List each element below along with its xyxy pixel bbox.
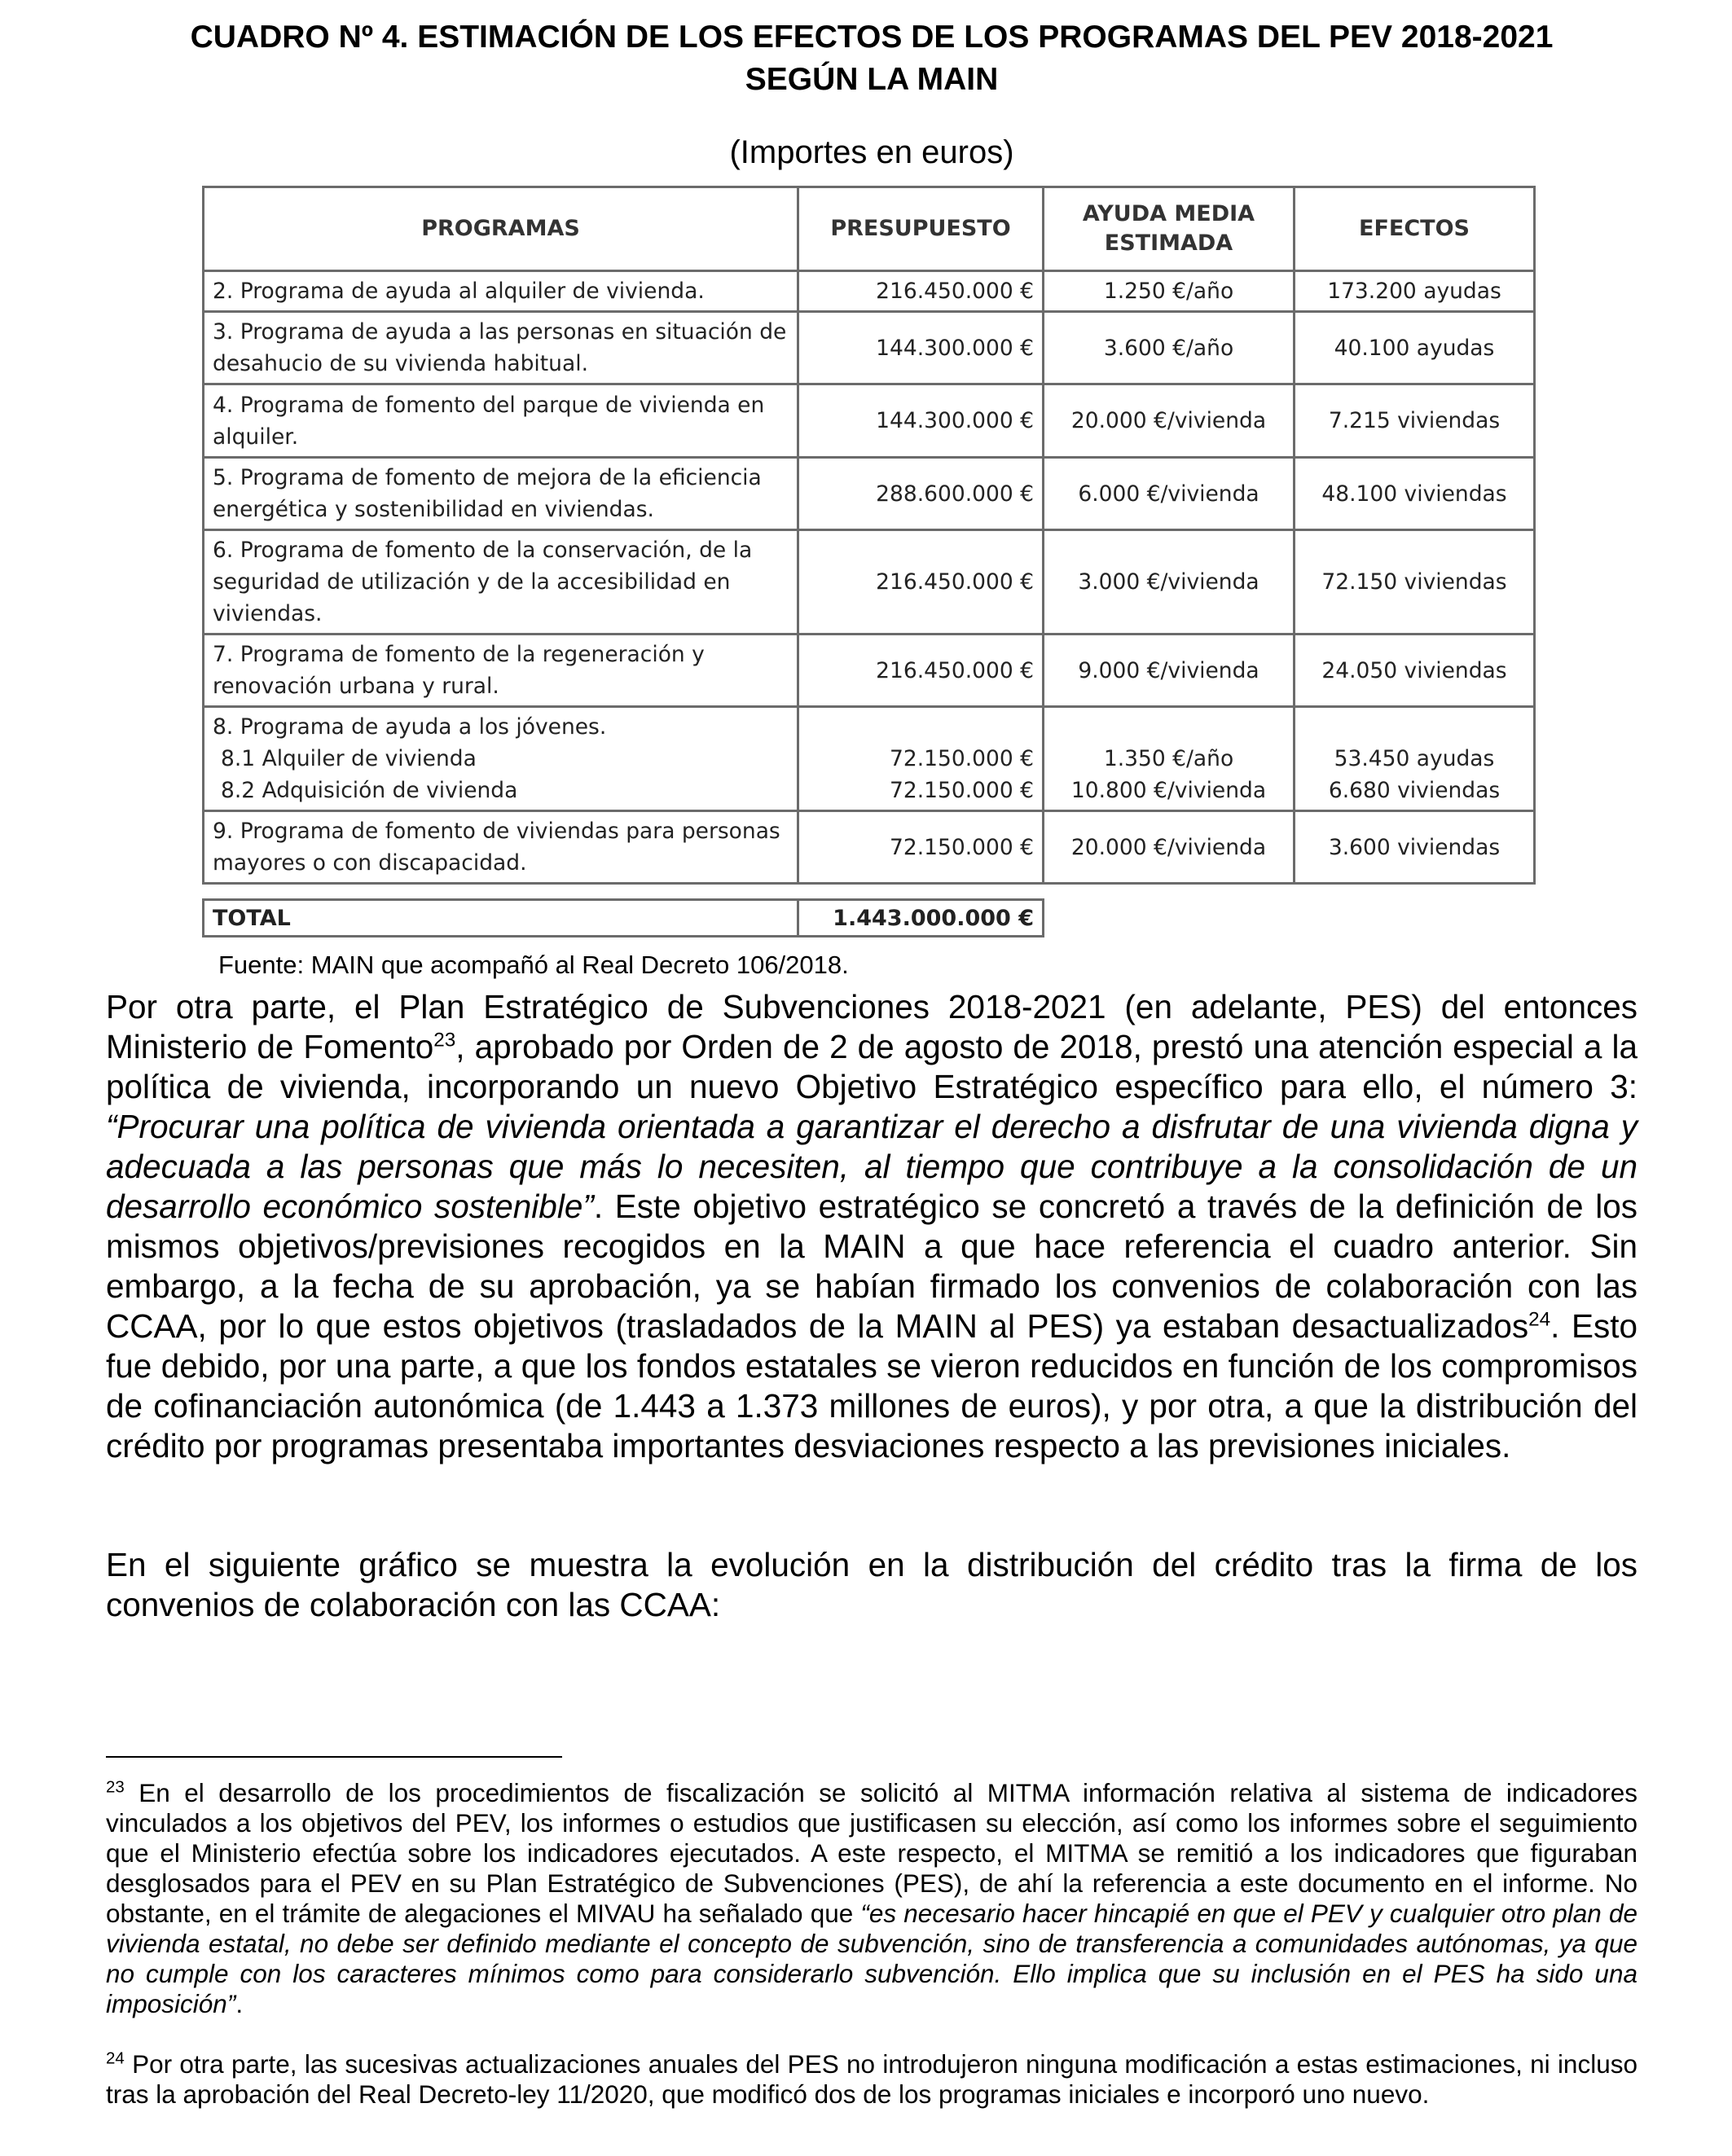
footnote-24-number: 24 [106, 2048, 125, 2068]
table-header-row [204, 187, 1535, 271]
cell-ayuda: 9.000 €/vivienda [1044, 635, 1295, 707]
footnote-24 [106, 2049, 1637, 2110]
cell-efectos-8 [1295, 707, 1535, 811]
cell-ayuda: 1.250 €/año [1044, 271, 1295, 312]
footnote-23 [106, 1778, 1637, 2019]
table-source: Fuente: MAIN que acompañó al Real Decreto 106/2018. [218, 951, 849, 979]
table-row [204, 458, 1535, 530]
table-row [204, 811, 1535, 884]
objective-quote: “Procurar una política de vivienda orientada a garantizar el derecho a disfrutar de una vivienda digna y adecuada a las personas que más lo necesiten, al tiempo que contribuye a la consolidación de un desarrollo económico sostenible” [106, 1108, 1637, 1225]
cell-ayuda: 6.000 €/vivienda [1044, 458, 1295, 530]
cell-programa: 9. Programa de fomento de viviendas para personas mayores o con discapacidad. [204, 811, 798, 884]
table-row-8 [204, 707, 1535, 811]
footnote-23-end: . [235, 1989, 244, 2018]
efectos-8-2: 6.680 viviendas [1328, 778, 1501, 803]
cell-presupuesto: 144.300.000 € [798, 312, 1044, 384]
cell-programa: 3. Programa de ayuda a las personas en situación de desahucio de su vivienda habitual. [204, 312, 798, 384]
cell-presupuesto: 72.150.000 € [798, 811, 1044, 884]
cell-efectos: 7.215 viviendas [1295, 384, 1535, 458]
paragraph-pes-part-c: . Este objetivo estratégico se concretó a través de la definición de los mismos objetivos/previsiones recogidos en la MAIN a que hace referencia el cuadro anterior. Sin embargo, a la fecha de su aprobación, ya se habían firmado los convenios de colaboración con las CCAA, por lo que estos objetivos (trasladados de la MAIN al PES) ya estaban desactualizados [106, 1188, 1637, 1345]
header-efectos: EFECTOS [1295, 187, 1535, 271]
cell-programa: 2. Programa de ayuda al alquiler de vivienda. [204, 271, 798, 312]
footnote-23-quote: “es necesario hacer hincapié en que el PEV y cualquier otro plan de vivienda estatal, no debe ser definido mediante el concepto de subvención, sino de transferencia a comunidades autónomas, ya que no cumple con los caracteres mínimos como para considerarlo subvención. Ello implica que su inclusión en el PES ha sido una imposición” [106, 1899, 1637, 2018]
footnote-ref-24: 24 [1528, 1308, 1551, 1331]
table-row [204, 271, 1535, 312]
presupuesto-8-2: 72.150.000 € [889, 778, 1034, 803]
cell-efectos: 40.100 ayudas [1295, 312, 1535, 384]
programa-8-1-label: 8.1 Alquiler de vivienda [221, 746, 477, 771]
footnote-ref-23: 23 [433, 1029, 456, 1052]
cell-efectos: 48.100 viviendas [1295, 458, 1535, 530]
table-row [204, 312, 1535, 384]
table-row [204, 635, 1535, 707]
paragraph-chart-intro: En el siguiente gráfico se muestra la evolución en la distribución del crédito tras la firma de los convenios de colaboración con las CCAA: [106, 1546, 1637, 1623]
programs-table [202, 186, 1536, 885]
total-table [202, 898, 1044, 937]
header-programas: PROGRAMAS [204, 187, 798, 271]
cell-ayuda-8 [1044, 707, 1295, 811]
programa-8-label: 8. Programa de ayuda a los jóvenes. [213, 714, 607, 740]
paragraph-pes-part-d: . Esto fue debido, por una parte, a que los fondos estatales se vieron reducidos en función de los compromisos de cofinanciación autonómica (de 1.443 a 1.373 millones de euros), y por otra, a que la distribución del crédito por programas presentaba importantes desviaciones respecto a las previsiones iniciales. [106, 1307, 1638, 1464]
footnote-23-number: 23 [106, 1777, 125, 1797]
table-title [98, 16, 1646, 101]
header-ayuda: AYUDA MEDIA ESTIMADA [1044, 187, 1295, 271]
ayuda-8-1: 1.350 €/año [1103, 746, 1234, 771]
footnote-separator [106, 1756, 562, 1758]
cell-programa-8 [204, 707, 798, 811]
cell-efectos: 72.150 viviendas [1295, 530, 1535, 635]
cell-presupuesto: 144.300.000 € [798, 384, 1044, 458]
table-title-line1: CUADRO Nº 4. ESTIMACIÓN DE LOS EFECTOS DE LOS PROGRAMAS DEL PEV 2018-2021 [190, 20, 1554, 55]
paragraph-pes-part-a: Por otra parte, el Plan Estratégico de Subvenciones 2018-2021 (en adelante, PES) del entonces Ministerio de Fomento [106, 988, 1637, 1065]
footnote-24-text: Por otra parte, las sucesivas actualizaciones anuales del PES no introdujeron ninguna modificación a estas estimaciones, ni incluso tras la aprobación del Real Decreto-ley 11/2020, que modificó dos de los programas iniciales e incorporó uno nuevo. [106, 2049, 1637, 2109]
table-row [204, 384, 1535, 458]
cell-presupuesto: 288.600.000 € [798, 458, 1044, 530]
ayuda-8-2: 10.800 €/vivienda [1070, 778, 1267, 803]
programa-8-2-label: 8.2 Adquisición de vivienda [221, 778, 518, 803]
cell-efectos: 24.050 viviendas [1295, 635, 1535, 707]
table-row [204, 530, 1535, 635]
cell-efectos: 173.200 ayudas [1295, 271, 1535, 312]
total-row [204, 900, 1044, 937]
header-presupuesto: PRESUPUESTO [798, 187, 1044, 271]
cell-ayuda: 3.000 €/vivienda [1044, 530, 1295, 635]
cell-programa: 4. Programa de fomento del parque de vivienda en alquiler. [204, 384, 798, 458]
table-title-line2: SEGÚN LA MAIN [745, 62, 999, 97]
efectos-8-1: 53.450 ayudas [1334, 746, 1495, 771]
cell-presupuesto: 216.450.000 € [798, 271, 1044, 312]
presupuesto-8-1: 72.150.000 € [889, 746, 1034, 771]
cell-presupuesto: 216.450.000 € [798, 530, 1044, 635]
footnote-23-text: En el desarrollo de los procedimientos de fiscalización se solicitó al MITMA información relativa al sistema de indicadores vinculados a los objetivos del PEV, los informes o estudios que justificasen su elección, así como los informes sobre el seguimiento que el Ministerio efectúa sobre los indicadores ejecutados. A este respecto, el MITMA se remitió a los indicadores que figuraban desglosados para el PEV en su Plan Estratégico de Subvenciones (PES), de ahí la referencia a este documento en el informe. No obstante, en el trámite de alegaciones el MIVAU ha señalado que [106, 1778, 1637, 1928]
total-value: 1.443.000.000 € [798, 900, 1044, 937]
units-caption: (Importes en euros) [729, 134, 1014, 170]
cell-programa: 6. Programa de fomento de la conservación, de la seguridad de utilización y de la accesibilidad en viviendas. [204, 530, 798, 635]
paragraph-pes [106, 987, 1637, 1466]
cell-presupuesto-8 [798, 707, 1044, 811]
cell-ayuda: 3.600 €/año [1044, 312, 1295, 384]
cell-efectos: 3.600 viviendas [1295, 811, 1535, 884]
cell-presupuesto: 216.450.000 € [798, 635, 1044, 707]
cell-ayuda: 20.000 €/vivienda [1044, 384, 1295, 458]
cell-ayuda: 20.000 €/vivienda [1044, 811, 1295, 884]
cell-programa: 5. Programa de fomento de mejora de la eficiencia energética y sostenibilidad en viviendas. [204, 458, 798, 530]
paragraph-pes-part-b: , aprobado por Orden de 2 de agosto de 2018, prestó una atención especial a la política de vivienda, incorporando un nuevo Objetivo Estratégico específico para ello, el número 3: [106, 1028, 1637, 1105]
cell-programa: 7. Programa de fomento de la regeneración y renovación urbana y rural. [204, 635, 798, 707]
total-label: TOTAL [204, 900, 798, 937]
